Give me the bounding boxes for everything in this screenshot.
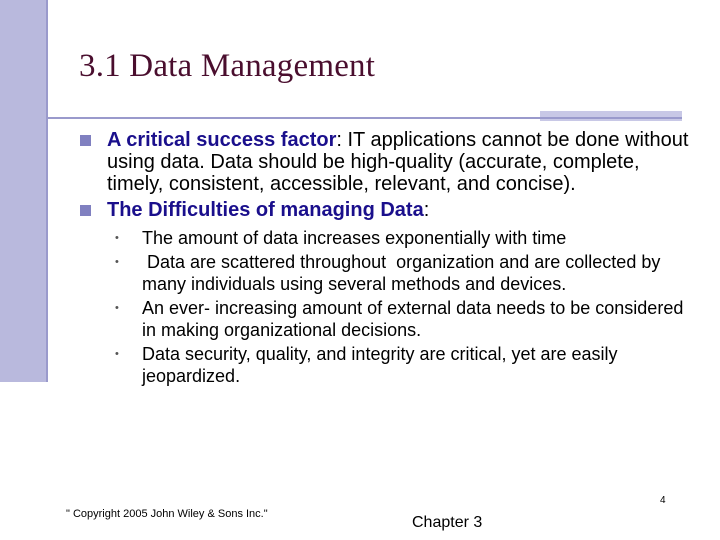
square-bullet-icon [80,205,91,216]
bullet-1-bold: A critical success factor [107,129,337,151]
sub-bullet-item [115,343,690,387]
sub-bullet-text: The amount of data increases exponentially with time [142,228,567,248]
chapter-label: Chapter 3 [412,514,483,531]
sub-bullet-text: An ever- increasing amount of external data needs to be considered in making organizational decisions. [142,298,684,340]
copyright-text: " Copyright 2005 John Wiley & Sons Inc." [66,508,268,520]
page-number: 4 [660,495,666,506]
dot-bullet-icon: • [115,302,119,314]
dot-bullet-icon: • [115,348,119,360]
sub-bullet-item [115,297,690,341]
bullet-difficulties [80,199,690,221]
square-bullet-icon [80,135,91,146]
sub-bullet-item [115,251,690,295]
left-decorative-bar [0,0,48,382]
bullet-critical-success-factor [80,129,690,195]
dot-bullet-icon: • [115,232,119,244]
sub-bullet-list [115,227,690,387]
dot-bullet-icon: • [115,256,119,268]
sub-bullet-text: Data security, quality, and integrity are critical, yet are easily jeopardized. [142,344,618,386]
bullet-1-text: : IT applications cannot be done without using data. Data should be high-quality (accurate, complete, timely, consistent, accessible, relevant, and concise). [107,129,689,195]
sub-bullet-item [115,227,690,249]
bullet-2-bold: The Difficulties of managing Data [107,199,424,221]
bullet-2-text: : [423,199,430,221]
sub-bullet-text: Data are scattered throughout organization and are collected by many individuals using several methods and devices. [142,252,666,294]
slide-title: 3.1 Data Management [79,48,376,84]
title-accent-block [540,111,682,121]
slide-content [80,129,690,389]
title-underline [48,117,682,119]
